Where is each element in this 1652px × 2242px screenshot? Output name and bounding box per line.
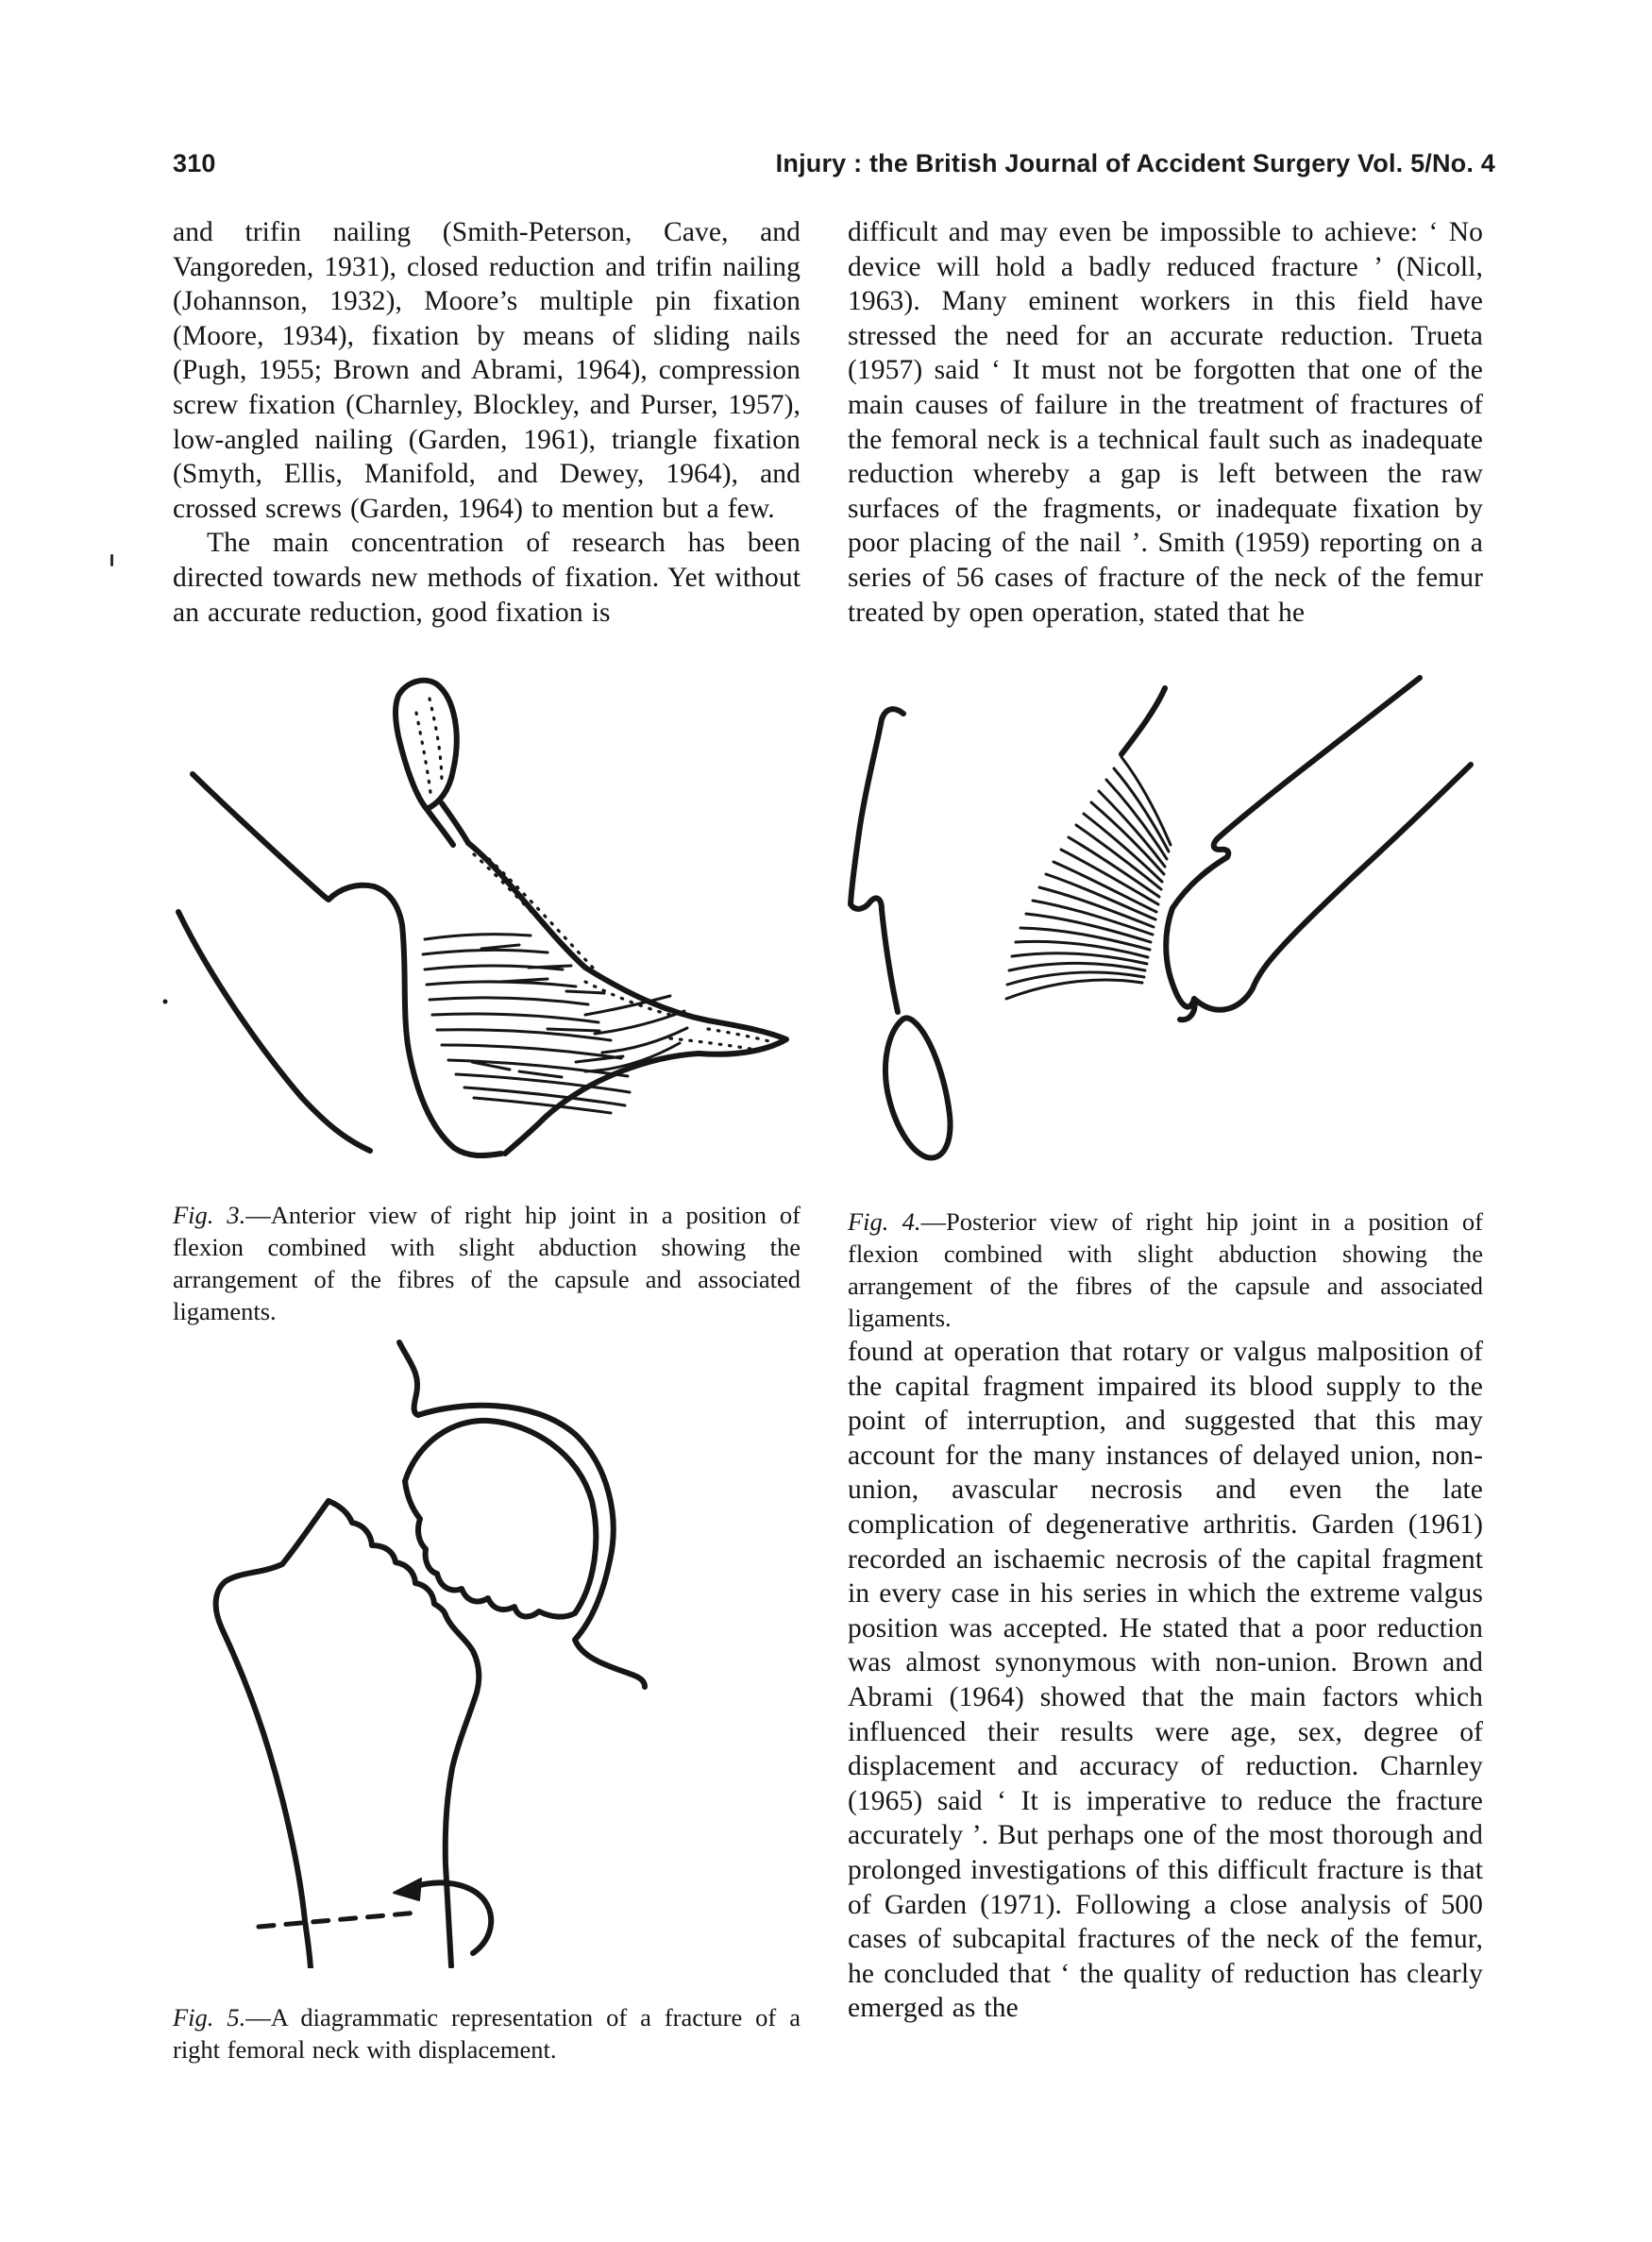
left-paragraph-2: The main concentration of research has been directed towards new methods of fixation. Yet without an accurate reduction, good fixation is	[173, 528, 801, 628]
fig5-femoral-neck-fracture-drawing	[156, 1307, 732, 1968]
right-paragraph-1: difficult and may even be impossible to achieve: ‘ No device will hold a badly reduced fracture ’ (Nicoll, 1963). Many eminent workers in this field have stressed the need for an accurate reduction. Trueta (1957) said ‘ It must not be forgotten that one of the main causes of failure in the treatment of fractures of the femoral neck is a technical fault such as inadequate reduction whereby a gap is left between the raw surfaces of the fragments, or inadequate fixation by poor placing of the nail ’. Smith (1959) reporting on a series of 56 cases of fracture of the neck of the femur treated by open operation, stated that he	[848, 217, 1483, 628]
fig3-femur-edge	[374, 886, 501, 1155]
fig3-caption-text: —Anterior view of right hip joint in a position of flexion combined with slight abduction showing the arrangement of the fibres of the capsule and associated ligaments.	[173, 1200, 801, 1325]
fig4-femur-lower-border	[1194, 765, 1471, 1010]
fig4-caption	[848, 1205, 1483, 1334]
fig5-top-curl	[399, 1342, 418, 1415]
fig4-ischium-oval	[885, 1018, 951, 1157]
fig3-ischium-curve	[178, 912, 370, 1151]
page-number: 310	[173, 149, 216, 177]
fig5-caption	[173, 2001, 801, 2065]
fig5-dashed-line	[259, 1913, 418, 1927]
left-column	[173, 215, 801, 630]
fig5-femur-lateral	[216, 1501, 329, 1968]
fig4-pelvis-outline	[851, 709, 903, 1012]
fig4-caption-text: —Posterior view of right hip joint in a position of flexion combined with slight abduction showing the arrangement of the fibres of the capsule and associated ligaments.	[848, 1206, 1483, 1332]
fig3-capsule-fibres	[423, 935, 687, 1113]
fig3-anterior-hip-drawing	[142, 656, 817, 1166]
fig3-ink-dot	[163, 1000, 168, 1004]
right-column-upper	[848, 215, 1483, 630]
fig3-caption-label: Fig. 3.	[173, 1200, 246, 1229]
fig3-ilium-line	[193, 774, 374, 900]
fig5-rotation-arrowhead	[394, 1879, 421, 1900]
fig4-posterior-hip-drawing	[840, 651, 1558, 1166]
fig4-capsule-fibres	[1006, 757, 1171, 999]
right-paragraph-2: found at operation that rotary or valgus malposition of the capital fragment impaired its blood supply to the point of interruption, and suggested that this may account for the many instances of delayed union, non-union, avascular necrosis and even the late complication of degenerative arthritis. Garden (1961) recorded an ischaemic necrosis of the capital fragment in every case in his series in which the extreme valgus position was accepted. He stated that a poor reduction was almost synonymous with non-union. Brown and Abrami (1964) showed that the main factors which influenced their results were age, sex, degree of displacement and accuracy of reduction. Charnley (1965) said ‘ It is imperative to reduce the fracture accurately ’. But perhaps one of the most thorough and prolonged investigations of this difficult fracture is that of Garden (1971). Following a close analysis of 500 cases of subcapital fractures of the neck of the femur, he concluded that ‘ the quality of reduction has clearly emerged as the	[848, 1337, 1483, 2024]
running-title: Injury : the British Journal of Accident Surgery Vol. 5/No. 4	[775, 149, 1495, 177]
scan-speck	[110, 554, 113, 566]
fig4-caption-label: Fig. 4.	[848, 1206, 921, 1236]
fig3-ligament-stem	[427, 803, 468, 845]
fig5-femoral-head	[405, 1421, 596, 1617]
right-column-lower	[848, 1335, 1483, 2026]
fig5-caption-label: Fig. 5.	[173, 2002, 246, 2031]
fig5-acetabulum-arc	[418, 1406, 645, 1687]
fig5-caption-text: —A diagrammatic representation of a fracture of a right femoral neck with displacement.	[173, 2002, 801, 2064]
fig3-iliac-tongue	[396, 681, 457, 809]
left-paragraph-1: and trifin nailing (Smith-Peterson, Cave, and Vangoreden, 1931), closed reduction and trifin nailing (Johannson, 1932), Moore’s multiple pin fixation (Moore, 1934), fixation by means of sliding nails (Pugh, 1955; Brown and Abrami, 1964), compression screw fixation (Charnley, Blockley, and Purser, 1957), low-angled nailing (Garden, 1961), triangle fixation (Smyth, Ellis, Manifold, and Dewey, 1964), and crossed screws (Garden, 1964) to mention but a few.	[173, 217, 801, 524]
fig4-capsule-upper-line	[1121, 688, 1165, 754]
fig3-tongue-stipple	[416, 699, 442, 793]
